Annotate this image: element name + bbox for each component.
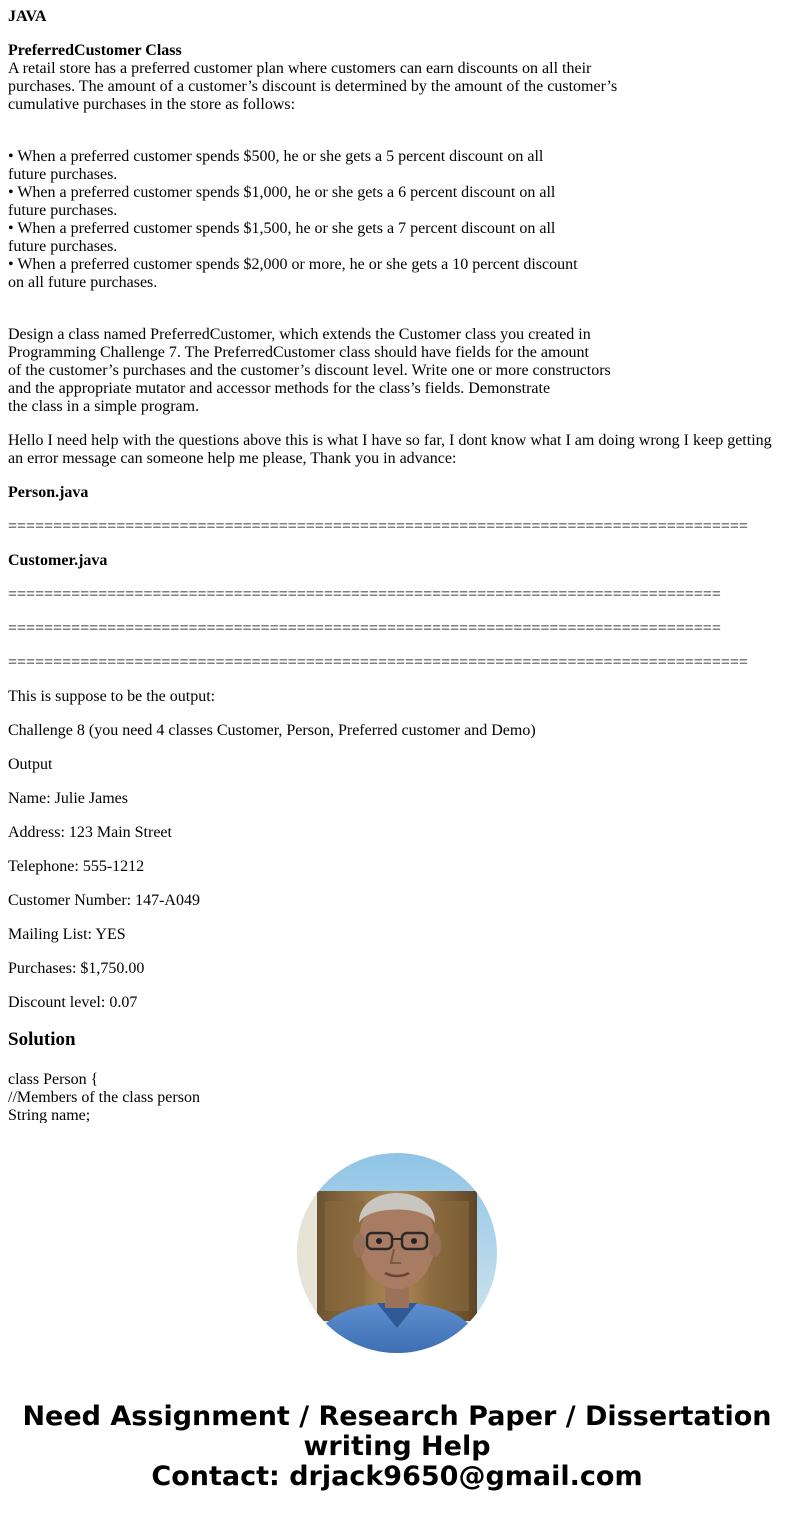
help-paragraph	[8, 432, 772, 468]
separator: ===============================================================================	[8, 620, 721, 637]
code-line: String name;	[8, 1107, 91, 1123]
output-purchases: Purchases: $1,750.00	[8, 960, 145, 977]
output-telephone: Telephone: 555-1212	[8, 858, 145, 875]
bullet-line: • When a preferred customer spends $1,000, he or she gets a 6 percent discount on all	[8, 184, 556, 201]
output-intro: This is suppose to be the output:	[8, 688, 216, 705]
output-discount-level: Discount level: 0.07	[8, 994, 138, 1011]
bullet-line: • When a preferred customer spends $500, he or she gets a 5 percent discount on all	[8, 148, 544, 165]
bullet-line: future purchases.	[8, 166, 118, 183]
separator: ==================================================================================	[8, 518, 748, 535]
design-line: and the appropriate mutator and accessor methods for the class’s fields. Demonstrate	[8, 380, 551, 397]
intro-line: A retail store has a preferred customer plan where customers can earn discounts on all their	[8, 60, 592, 77]
solution-heading: Solution	[8, 1029, 76, 1050]
help-banner	[0, 1402, 794, 1492]
separator: ===============================================================================	[8, 586, 721, 603]
bullet-line: on all future purchases.	[8, 274, 158, 291]
page-heading: JAVA	[8, 8, 47, 25]
person-file-label: Person.java	[8, 484, 89, 501]
solution-code	[8, 1071, 200, 1123]
design-line: the class in a simple program.	[8, 398, 200, 415]
banner-contact: Contact: drjack9650@gmail.com	[151, 1461, 643, 1492]
code-line: class Person {	[8, 1071, 99, 1088]
output-address: Address: 123 Main Street	[8, 824, 172, 841]
bullet-line: • When a preferred customer spends $1,500, he or she gets a 7 percent discount on all	[8, 220, 556, 237]
output-name: Name: Julie James	[8, 790, 128, 807]
output-mailing-list: Mailing List: YES	[8, 926, 126, 943]
separator: ==================================================================================	[8, 654, 748, 671]
intro-line: purchases. The amount of a customer’s discount is determined by the amount of the customer’s	[8, 78, 618, 95]
bullet-line: future purchases.	[8, 202, 118, 219]
design-line: Design a class named PreferredCustomer, which extends the Customer class you created in	[8, 326, 591, 343]
discount-bullets	[8, 148, 578, 292]
design-line: of the customer’s purchases and the customer’s discount level. Write one or more constructors	[8, 362, 611, 379]
author-avatar	[297, 1153, 497, 1353]
output-customer-number: Customer Number: 147-A049	[8, 892, 200, 909]
intro-line: cumulative purchases in the store as follows:	[8, 96, 296, 113]
help-line: an error message can someone help me please, Thank you in advance:	[8, 450, 457, 467]
output-label: Output	[8, 756, 53, 773]
help-line: Hello I need help with the questions above this is what I have so far, I dont know what I am doing wrong I keep getting	[8, 432, 772, 449]
banner-line: writing Help	[303, 1431, 491, 1462]
design-paragraph	[8, 326, 611, 416]
customer-file-label: Customer.java	[8, 552, 108, 569]
bullet-line: future purchases.	[8, 238, 118, 255]
portrait-image	[297, 1153, 497, 1353]
challenge-line: Challenge 8 (you need 4 classes Customer, Person, Preferred customer and Demo)	[8, 722, 536, 739]
class-description	[8, 42, 617, 114]
code-line: //Members of the class person	[8, 1089, 200, 1106]
design-line: Programming Challenge 7. The PreferredCustomer class should have fields for the amount	[8, 344, 589, 361]
banner-line: Need Assignment / Research Paper / Dissertation	[22, 1401, 772, 1432]
bullet-line: • When a preferred customer spends $2,000 or more, he or she gets a 10 percent discount	[8, 256, 578, 273]
class-title: PreferredCustomer Class	[8, 42, 182, 59]
